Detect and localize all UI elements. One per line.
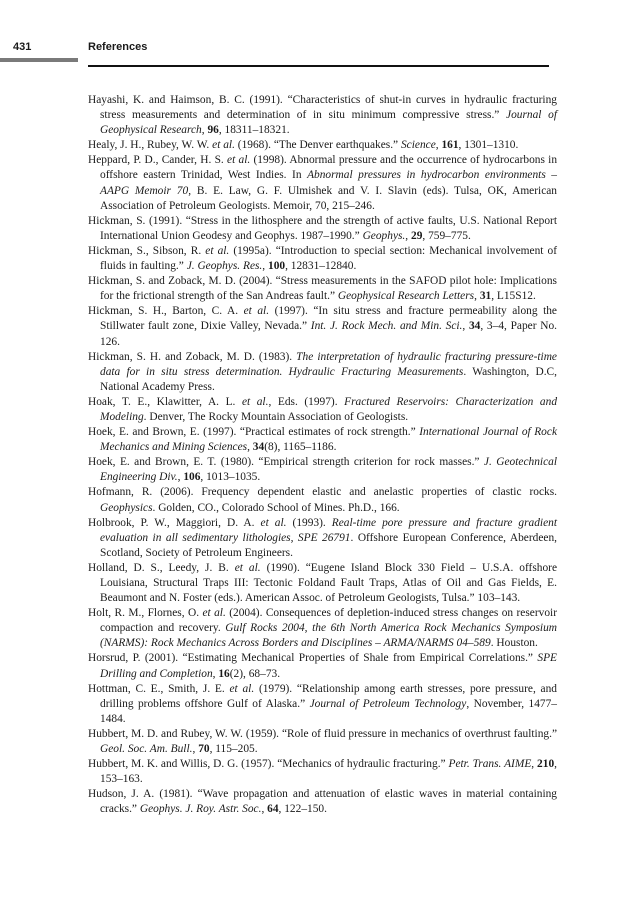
- reference-text: ,: [201, 124, 208, 137]
- reference-text: (1995a). “Introduction to special section: Mechanical involvement of fluids in faulting.”: [100, 244, 558, 273]
- reference-entry: [88, 455, 557, 485]
- reference-text: ,: [405, 229, 411, 242]
- reference-text: J. Geophys. Res.: [186, 260, 263, 273]
- reference-text: 106: [183, 471, 201, 484]
- reference-text: (2004). Consequences of depletion-induced stress changes on reservoir compaction and recovery.: [100, 607, 557, 635]
- reference-text: ,: [531, 758, 538, 771]
- reference-text: 34: [468, 320, 481, 333]
- reference-entry: [88, 153, 557, 213]
- reference-text: 70: [198, 743, 210, 756]
- page-number: 431: [13, 41, 32, 53]
- reference-text: Science: [400, 139, 436, 152]
- reference-text: et al.: [229, 682, 255, 695]
- reference-text: , Eds. (1997).: [268, 395, 345, 408]
- reference-entry: [88, 138, 557, 153]
- reference-text: 96: [207, 124, 219, 137]
- reference-entry: [88, 274, 557, 304]
- reference-text: , 1013–1035.: [200, 471, 261, 484]
- reference-text: Petr. Trans. AIME: [448, 758, 532, 771]
- reference-text: Gulf Rocks 2004, the 6th North America Rock Mechanics Symposium (NARMS): Rock Mechanics Across Borders and Disciplines – ARMA/NARMS 04–589: [100, 622, 558, 650]
- reference-entry: [88, 425, 557, 455]
- reference-text: ,: [247, 441, 253, 454]
- reference-text: Hayashi, K. and Haimson, B. C. (1991). “Characteristics of shut-in curves in hydraulic fracturing stress measurements and determination of in situ minimum compressive stress.”: [88, 94, 557, 122]
- reference-entry: [88, 244, 557, 274]
- reference-text: et al.: [260, 516, 287, 529]
- reference-text: Horsrud, P. (2001). “Estimating Mechanical Properties of Shale from Empirical Correlations.”: [88, 652, 538, 665]
- reference-entry: [88, 651, 557, 681]
- reference-text: et al.: [243, 305, 270, 318]
- reference-text: 210: [537, 758, 555, 771]
- header-rule: [88, 65, 549, 67]
- reference-text: (1993).: [286, 516, 332, 529]
- reference-text: Geol. Soc. Am. Bull.: [100, 743, 193, 756]
- reference-text: , 3–4, Paper No. 126.: [100, 320, 557, 348]
- reference-entry: [88, 350, 557, 395]
- reference-entry: [88, 395, 557, 425]
- reference-text: , 759–775.: [422, 229, 471, 242]
- reference-text: et al.: [227, 154, 251, 167]
- reference-text: Geophysics: [100, 501, 153, 514]
- reference-text: ,: [462, 320, 469, 333]
- reference-text: Hickman, S. H. and Zoback, M. D. (1983).: [88, 350, 297, 363]
- reference-text: Hoek, E. and Brown, E. (1997). “Practical estimates of rock strength.”: [88, 426, 420, 439]
- reference-text: Geophys. J. Roy. Astr. Soc.: [139, 803, 262, 816]
- reference-text: Holland, D. S., Leedy, J. B.: [88, 561, 235, 574]
- reference-text: , 18311–18321.: [218, 124, 290, 137]
- reference-text: , L15S12.: [491, 290, 536, 303]
- reference-text: , 1301–1310.: [458, 139, 519, 152]
- reference-entry: [88, 214, 557, 244]
- reference-text: International Journal of Rock Mechanics and Mining Sciences: [100, 426, 557, 454]
- reference-text: ,: [177, 471, 184, 484]
- reference-text: , 122–150.: [278, 803, 327, 816]
- reference-text: 161: [441, 139, 459, 152]
- reference-text: Fractured Reservoirs: Characterization and Modeling: [100, 395, 558, 423]
- page-number-bar: [0, 58, 78, 62]
- reference-text: (2), 68–73.: [229, 667, 281, 680]
- reference-text: Real-time pore pressure and fracture gradient evaluation in all sedimentary lithologies, SPE 26791: [100, 516, 558, 544]
- reference-text: 34: [252, 441, 265, 454]
- reference-text: 31: [479, 290, 492, 303]
- reference-text: ,: [261, 803, 268, 816]
- reference-entry: [88, 93, 557, 138]
- reference-entry: [88, 485, 557, 515]
- reference-text: ,: [212, 667, 219, 680]
- reference-text: (1968). “The Denver earthquakes.”: [234, 139, 401, 152]
- reference-entry: [88, 516, 557, 561]
- reference-entry: [88, 606, 557, 651]
- reference-entry: [88, 787, 557, 817]
- reference-text: et al.: [202, 607, 226, 620]
- reference-text: , 115–205.: [209, 743, 258, 756]
- reference-text: ,: [192, 743, 199, 756]
- reference-text: Hubbert, M. K. and Willis, D. G. (1957). “Mechanics of hydraulic fracturing.”: [88, 758, 449, 771]
- reference-text: . Golden, CO., Colorado School of Mines. Ph.D., 166.: [152, 501, 400, 514]
- reference-text: Hofmann, R. (2006). Frequency dependent elastic and anelastic properties of clastic rocks.: [88, 486, 557, 499]
- reference-text: SPE Drilling and Completion: [100, 652, 557, 680]
- reference-text: Hoek, E. and Brown, E. T. (1980). “Empirical strength criterion for rock masses.”: [88, 456, 484, 469]
- reference-text: Hudson, J. A. (1981). “Wave propagation and attenuation of elastic waves in material containing cracks.”: [88, 788, 557, 816]
- reference-entry: [88, 727, 557, 757]
- reference-text: Holt, R. M., Flornes, O.: [88, 607, 203, 620]
- reference-text: . Offshore European Conference, Aberdeen, Scotland, Society of Petroleum Engineers.: [100, 531, 557, 559]
- reference-text: (8), 1165–1186.: [264, 441, 337, 454]
- reference-text: (1979). “Relationship among earth stresses, pore pressure, and drilling problems offshore Gulf of Alaska.”: [100, 682, 557, 710]
- reference-list: [88, 93, 557, 818]
- reference-text: 16: [218, 667, 230, 680]
- reference-entry: [88, 561, 557, 606]
- reference-text: Journal of Geophysical Research: [100, 109, 557, 137]
- reference-text: Hubbert, M. D. and Rubey, W. W. (1959). “Role of fluid pressure in mechanics of overthrust faulting.”: [88, 727, 557, 740]
- reference-text: et al.: [234, 561, 261, 574]
- reference-text: et al.: [212, 139, 235, 152]
- reference-text: Hottman, C. E., Smith, J. E.: [88, 682, 230, 695]
- reference-text: Journal of Petroleum Technology: [309, 697, 467, 710]
- reference-text: et al.: [241, 395, 269, 408]
- reference-text: 64: [267, 803, 279, 816]
- reference-text: . Houston.: [490, 637, 538, 650]
- reference-text: , 153–163.: [100, 758, 557, 786]
- reference-text: (1997). “In situ stress and fracture permeability along the Stillwater fault zone, Dixie Valley, Nevada.”: [100, 305, 557, 333]
- running-head: References: [88, 41, 148, 53]
- reference-text: Geophysical Research Letters: [337, 290, 475, 303]
- reference-entry: [88, 757, 557, 787]
- reference-text: Heppard, P. D., Cander, H. S.: [88, 154, 228, 167]
- reference-text: Hickman, S. (1991). “Stress in the lithosphere and the strength of active faults, U.S. National Report International Union Geodesy and Geophys. 1987–1990.”: [88, 214, 557, 242]
- reference-text: Int. J. Rock Mech. and Min. Sci.: [310, 320, 463, 333]
- reference-entry: [88, 304, 557, 349]
- reference-text: , B. E. Law, G. F. Ulmishek and V. I. Slavin (eds). Tulsa, OK, American Association of Petroleum Geologists. Memoir, 70, 215–246.: [100, 184, 557, 212]
- reference-text: (1990). “Eugene Island Block 330 Field – U.S.A. offshore Louisiana, Structural Traps III: Tectonic Foldand Fault Traps, Atlas of Oil and Gas Fields, E. Beaumont and N. Foster (eds.). American Assoc. of Petroleum Geologists, Tulsa.” 103–143.: [100, 561, 558, 605]
- reference-text: J. Geotechnical Engineering Div.: [100, 456, 557, 484]
- reference-text: Abnormal pressures in hydrocarbon environments – AAPG Memoir 70: [100, 169, 558, 197]
- reference-text: 29: [411, 229, 423, 242]
- reference-text: Healy, J. H., Rubey, W. W.: [88, 139, 213, 152]
- reference-text: , November, 1477–1484.: [100, 697, 557, 725]
- reference-text: Holbrook, P. W., Maggiori, D. A.: [88, 516, 261, 529]
- reference-text: 100: [268, 260, 286, 273]
- reference-text: Hickman, S., Sibson, R.: [88, 244, 206, 257]
- reference-text: Hickman, S. and Zoback, M. D. (2004). “Stress measurements in the SAFOD pilot hole: Implications for the frictional strength of the San Andreas fault.”: [88, 275, 557, 303]
- reference-text: (1998). Abnormal pressure and the occurrence of hydrocarbons in offshore eastern Trinidad, West Indies. In: [100, 154, 558, 182]
- reference-text: , 12831–12840.: [285, 260, 357, 273]
- reference-text: ,: [435, 139, 442, 152]
- reference-entry: [88, 682, 557, 727]
- reference-text: ,: [262, 260, 268, 273]
- reference-text: et al.: [205, 244, 230, 257]
- reference-text: . Washington, D.C, National Academy Press.: [100, 365, 558, 393]
- reference-text: Hickman, S. H., Barton, C. A.: [88, 305, 244, 318]
- reference-text: Hoak, T. E., Klawitter, A. L.: [88, 395, 242, 408]
- reference-text: Geophys.: [362, 229, 406, 242]
- reference-text: . Denver, The Rocky Mountain Association of Geologists.: [143, 410, 409, 423]
- reference-text: ,: [474, 290, 480, 303]
- reference-text: The interpretation of hydraulic fracturing pressure-time data for in situ stress determination. Hydraulic Fracturing Measurements: [100, 350, 557, 378]
